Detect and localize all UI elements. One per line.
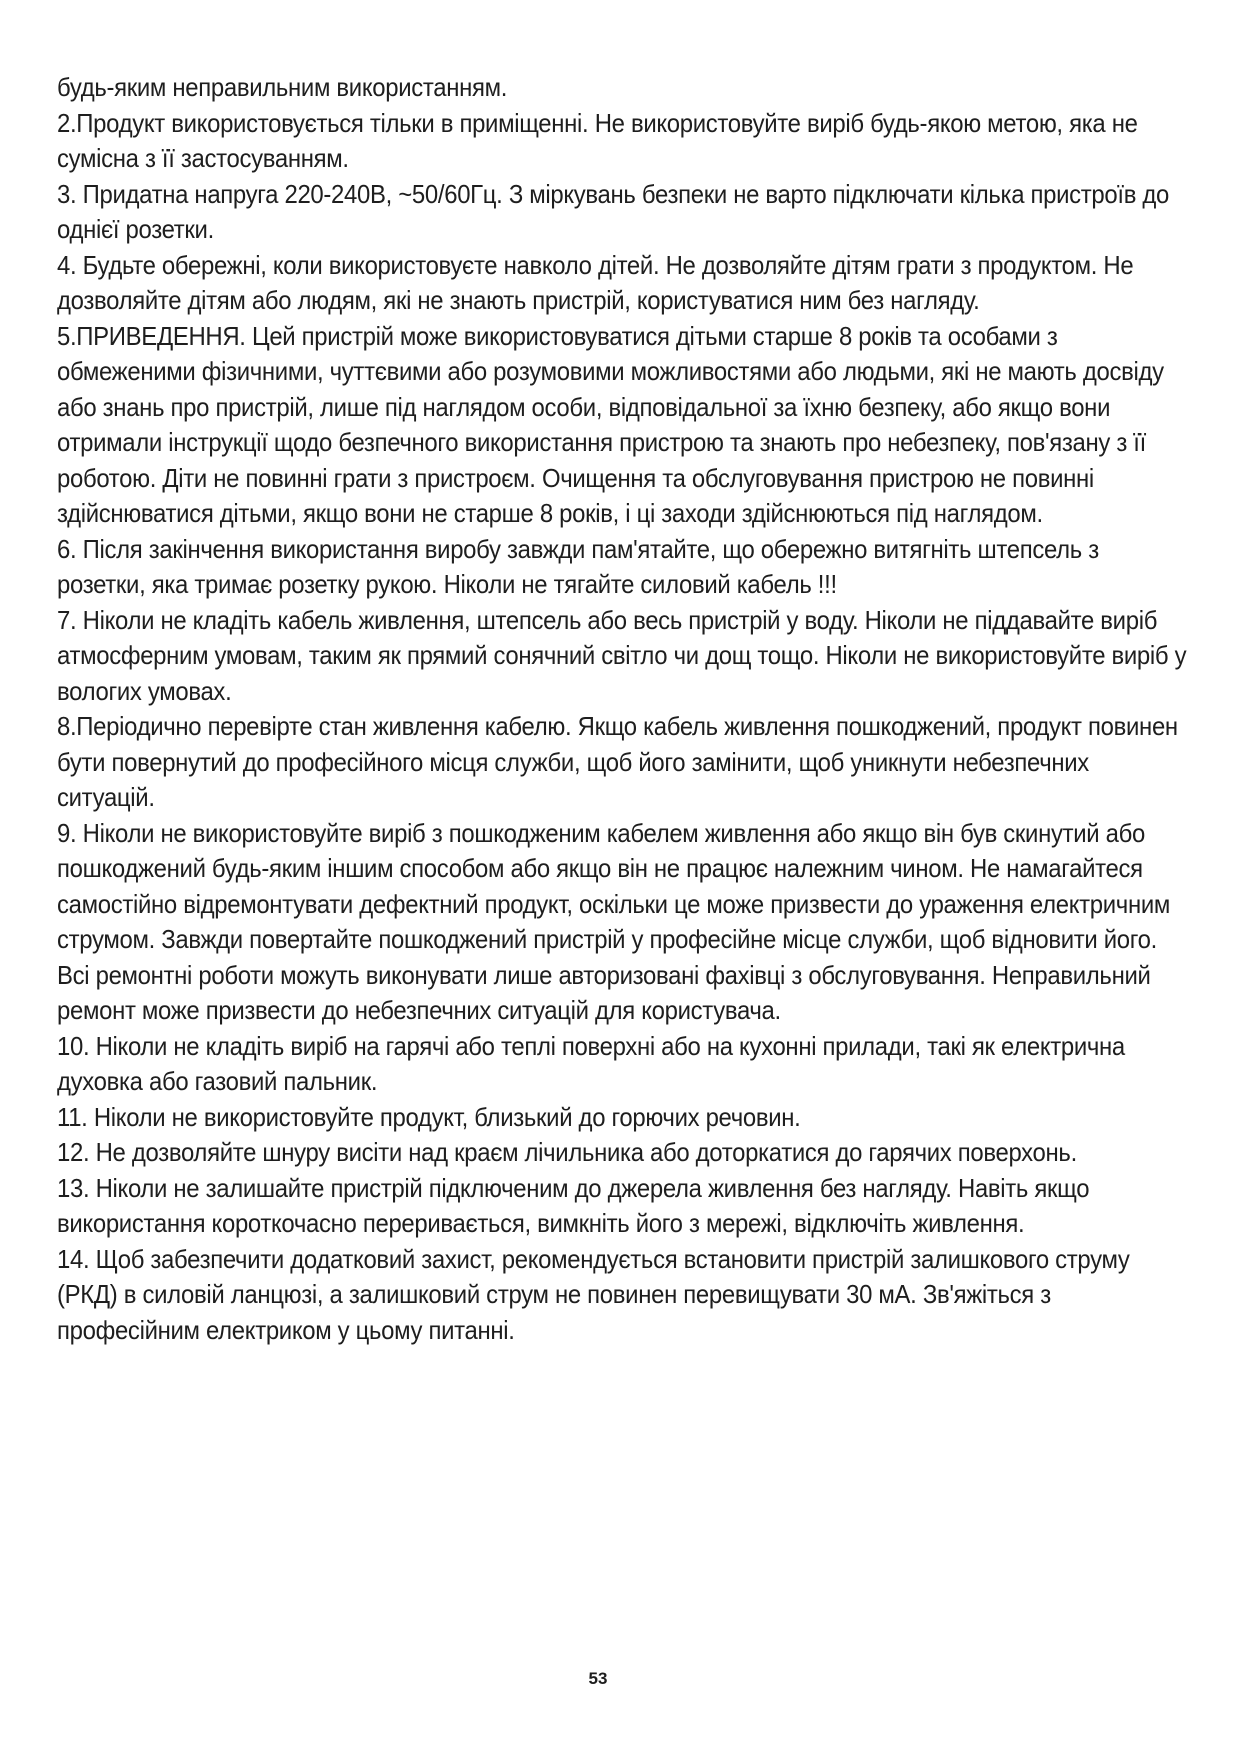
paragraph-item-12: 12. Не дозволяйте шнуру висіти над краєм лічильника або доторкатися до гарячих поверхонь. (57, 1137, 1077, 1167)
paragraph-item-6: 6. Після закінчення використання виробу завжди пам'ятайте, що обережно витягніть штепсель з розетки, яка тримає розетку рукою. Ніколи не тягайте силовий кабель !!! (57, 533, 1099, 599)
paragraph-item-2: 2.Продукт використовується тільки в приміщенні. Не використовуйте виріб будь-якою метою, яка не сумісна з її застосуванням. (57, 107, 1138, 173)
paragraph-item-7: 7. Ніколи не кладіть кабель живлення, штепсель або весь пристрій у воду. Ніколи не піддавайте виріб атмосферним умовам, таким як прямий сонячний світло чи дощ тощо. Ніколи не використовуйте виріб у вологих умовах. (57, 604, 1187, 706)
paragraph-item-3: 3. Придатна напруга 220-240В, ~50/60Гц. З міркувань безпеки не варто підключати кілька пристроїв до однієї розетки. (57, 178, 1170, 244)
paragraph-continuation: будь-яким неправильним використанням. (57, 72, 508, 102)
document-body (57, 70, 1187, 1348)
paragraph-item-14: 14. Щоб забезпечити додатковий захист, рекомендується встановити пристрій залишкового струму (РКД) в силовій ланцюзі, а залишковий струм не повинен перевищувати 30 мА. Зв'яжіться з професійним електриком у цьому питанні. (57, 1243, 1130, 1345)
paragraph-item-8: 8.Періодично перевірте стан живлення кабелю. Якщо кабель живлення пошкоджений, продукт повинен бути повернутий до професійного місця служби, щоб його замінити, щоб уникнути небезпечних ситуацій. (57, 711, 1178, 812)
paragraph-item-10: 10. Ніколи не кладіть виріб на гарячі або теплі поверхні або на кухонні прилади, такі як електрична духовка або газовий пальник. (57, 1030, 1125, 1096)
paragraph-item-5: 5.ПРИВЕДЕННЯ. Цей пристрій може використовуватися дітьми старше 8 років та особами з обмеженими фізичними, чуттєвими або розумовими можливостями або людьми, які не мають досвіду або знань про пристрій, лише під наглядом особи, відповідальної за їхню безпеку, або якщо вони отримали інструкції щодо безпечного використання пристрою та знають про небезпеку, пов'язану з її роботою. Діти не повинні грати з пристроєм. Очищення та обслуговування пристрою не повинні здійснюватися дітьми, якщо вони не старше 8 років, і ці заходи здійснюються під наглядом. (57, 320, 1164, 528)
paragraph-item-9: 9. Ніколи не використовуйте виріб з пошкодженим кабелем живлення або якщо він був скинутий або пошкоджений будь-яким іншим способом або якщо він не працює належним чином. Не намагайтеся самостійно відремонтувати дефектний продукт, оскільки це може призвести до ураження електричним струмом. Завжди повертайте пошкоджений пристрій у професійне місце служби, щоб відновити його. Всі ремонтні роботи можуть виконувати лише авторизовані фахівці з обслуговування. Неправильний ремонт може призвести до небезпечних ситуацій для користувача. (57, 817, 1170, 1025)
paragraph-item-13: 13. Ніколи не залишайте пристрій підключеним до джерела живлення без нагляду. Навіть якщо використання короткочасно переривається, вимкніть його з мережі, відключіть живлення. (57, 1172, 1090, 1238)
paragraph-item-11: 11. Ніколи не використовуйте продукт, близький до горючих речовин. (57, 1101, 801, 1132)
paragraph-item-4: 4. Будьте обережні, коли використовуєте навколо дітей. Не дозволяйте дітям грати з продуктом. Не дозволяйте дітям або людям, які не знають пристрій, користуватися ним без нагляду. (57, 249, 1134, 315)
page-number: 53 (588, 1669, 608, 1688)
